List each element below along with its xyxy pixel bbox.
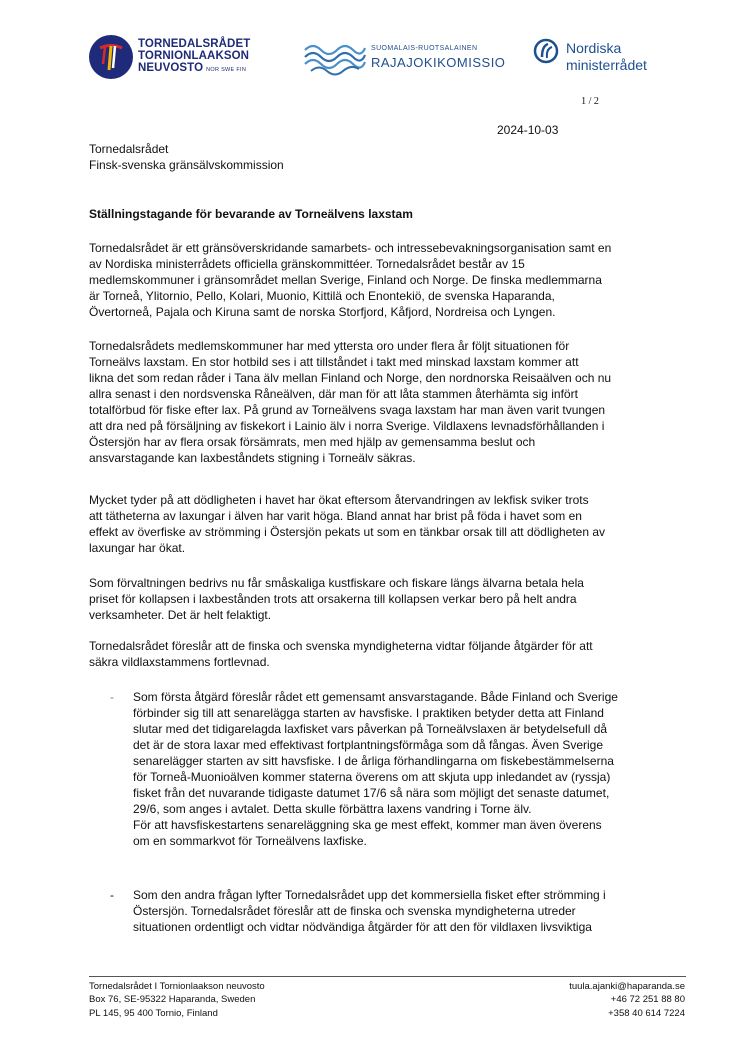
text-line: Som förvaltningen bedrivs nu får småskaliga kustfiskare och fiskare längs älvarna betala hela <box>89 576 584 590</box>
text-line: säkra vildlaxstammens fortlevnad. <box>89 655 270 669</box>
recipient: Tornedalsrådet <box>89 142 169 156</box>
text-line: För att havsfiskestartens senareläggning ska ge mest effekt, kommer man även överens <box>133 818 602 832</box>
tornedalsradet-emblem-icon <box>88 34 134 80</box>
text-line: slutar med det tidigarelagda laxfisket vars påverkan på Torneälvslaxen är betydelsefull då <box>133 722 608 736</box>
paragraph-1 <box>89 240 694 320</box>
kommission-line-2: RAJAJOKIKOMISSIO <box>371 55 506 70</box>
document-title: Ställningstagande för bevarande av Torneälvens laxstam <box>89 207 413 221</box>
text-line: likna det som redan råder i Tana älv mellan Finland och Norge, den nordnorska Reisaälven och nu <box>89 371 612 385</box>
text-line: fisket från det nuvarande tidigaste datumet 17/6 så nära som möjligt det senaste datumet, <box>133 786 610 800</box>
footer-line: PL 145, 95 400 Tornio, Finland <box>89 1007 218 1019</box>
text-line: Mycket tyder på att dödligheten i havet har ökat eftersom återvandringen av lekfisk sviker trots <box>89 493 589 507</box>
footer-phone: +358 40 614 7224 <box>608 1007 685 1019</box>
recipient: Finsk-svenska gränsälvskommission <box>89 158 284 172</box>
footer-divider <box>89 976 686 977</box>
text-line: om en sommarkvot för Torneälvens laxfiske. <box>133 834 367 848</box>
footer-line: Tornedalsrådet I Tornionlaakson neuvosto <box>89 981 265 992</box>
footer-contact <box>480 980 685 1020</box>
nordiska-ministerradet-logo <box>533 38 673 78</box>
text-line: att tätheterna av laxungar i älven har varit höga. Bland annat har brist på föda i havet som en <box>89 509 582 523</box>
text-line: laxungar har ökat. <box>89 541 186 555</box>
paragraph-3 <box>89 492 694 556</box>
text-line: att dra ned på försäljning av fiskekort i Lainio älv i norra Sverige. Vildlaxens levnadsförhållanden i <box>89 419 605 433</box>
text-line: situationen ordentligt och vidtar nödvändiga åtgärder för att den för vildlaxen livsviktiga <box>133 920 592 934</box>
text-line: priset för kollapsen i laxbestånden trots att orsakerna till kollapsen verkar bero på helt andra <box>89 592 577 606</box>
text-line: Torneälvs laxstam. En stor hotbild ses i att tillståndet i takt med minskad laxstam kommer att <box>89 355 579 369</box>
text-line: totalförbud för fiske efter lax. På grund av Torneälvens svaga laxstam har man även varit tvungen <box>89 403 606 417</box>
footer-phone: +46 72 251 88 80 <box>610 994 685 1006</box>
list-bullet: - <box>110 690 114 704</box>
footer-line: Box 76, SE-95322 Haparanda, Sweden <box>89 994 256 1006</box>
list-item-2 <box>133 887 698 935</box>
recipients-block <box>89 141 284 173</box>
text-line: 29/6, som anges i avtalet. Detta skulle förbättra laxens vandring i Torne älv. <box>133 802 532 816</box>
list-item-1 <box>133 689 698 849</box>
text-line: allra senast i den nordsvenska Råneälven, där man för att låta stammen återhämta sig infört <box>89 387 578 401</box>
text-line: för Torneå-Muonioälven kommer staterna överens om att skjuta upp inledandet av (ryssja) <box>133 770 611 784</box>
document-date: 2024-10-03 <box>497 123 559 137</box>
text-line: senarelägger starten av sitt havsfiske. I de årliga förhandlingarna om fiskebestämmelserna <box>133 754 614 768</box>
rajajokikomissio-logo <box>303 38 506 78</box>
text-line: Östersjön. Tornedalsrådet föreslår att de finska och svenska myndigheterna utreder <box>133 904 576 918</box>
footer-address <box>89 980 265 1020</box>
text-line: Tornedalsrådet föreslår att de finska och svenska myndigheterna vidtar följande åtgärder för att <box>89 639 593 653</box>
logo-line-1: TORNEDALSRÅDET <box>138 38 251 50</box>
text-line: Tornedalsrådet är ett gränsöverskridande samarbets- och intressebevakningsorganisation samt en <box>89 241 612 255</box>
text-line: det är de stora laxar med effektivast fortplantningsförmåga som då fångas. Även Sverige <box>133 738 604 752</box>
text-line: verksamheter. Det är helt felaktigt. <box>89 608 272 622</box>
nordiska-line-1: Nordiska <box>566 40 622 56</box>
page-number: 1 / 2 <box>581 96 599 107</box>
text-line: är Torneå, Ylitornio, Pello, Kolari, Muonio, Kittilä och Enontekiö, de svenska Haparanda, <box>89 289 555 303</box>
text-line: Östersjön har av flera orsak försämrats, men med hjälp av gemensamma beslut och <box>89 435 536 449</box>
kommission-line-1: SUOMALAIS-RUOTSALAINEN <box>371 45 478 52</box>
paragraph-4 <box>89 575 694 623</box>
text-line: Som den andra frågan lyfter Tornedalsrådet upp det kommersiella fisket efter strömming i <box>133 888 606 902</box>
paragraph-5 <box>89 638 694 670</box>
waves-emblem-icon <box>303 38 367 76</box>
paragraph-2 <box>89 338 694 466</box>
tornedalsradet-logo <box>88 34 268 82</box>
text-line: Som första åtgärd föreslår rådet ett gemensamt ansvarstagande. Både Finland och Sverige <box>133 690 618 704</box>
swan-emblem-icon <box>533 38 559 64</box>
nordiska-line-2: ministerrådet <box>566 57 647 73</box>
text-line: förbinder sig till att senarelägga starten av havsfiske. I praktiken betyder detta att Finland <box>133 706 604 720</box>
text-line: av Nordiska ministerrådets officiella gränskommittéer. Tornedalsrådet består av 15 <box>89 257 525 271</box>
logo-tag: NOR SWE FIN <box>206 67 247 73</box>
logo-line-3: NEUVOSTO <box>138 62 204 74</box>
text-line: Övertorneå, Pajala och Kiruna samt de norska Storfjord, Kåfjord, Nordreisa och Lyngen. <box>89 305 556 319</box>
footer-email-link[interactable]: tuula.ajanki@haparanda.se <box>569 981 685 992</box>
text-line: Tornedalsrådets medlemskommuner har med yttersta oro under flera år följt situationen för <box>89 339 570 353</box>
text-line: medlemskommuner i gränsområdet mellan Sverige, Finland och Norge. De finska medlemmarna <box>89 273 602 287</box>
text-line: ansvarstagande kan laxbeståndets stigning i Torneälv säkras. <box>89 451 416 465</box>
logo-line-2: TORNIONLAAKSON <box>138 50 250 62</box>
text-line: effekt av överfiske av strömming i Östersjön pekats ut som en tänkbar orsak till att dödligheten av <box>89 525 606 539</box>
list-bullet: - <box>110 888 114 902</box>
